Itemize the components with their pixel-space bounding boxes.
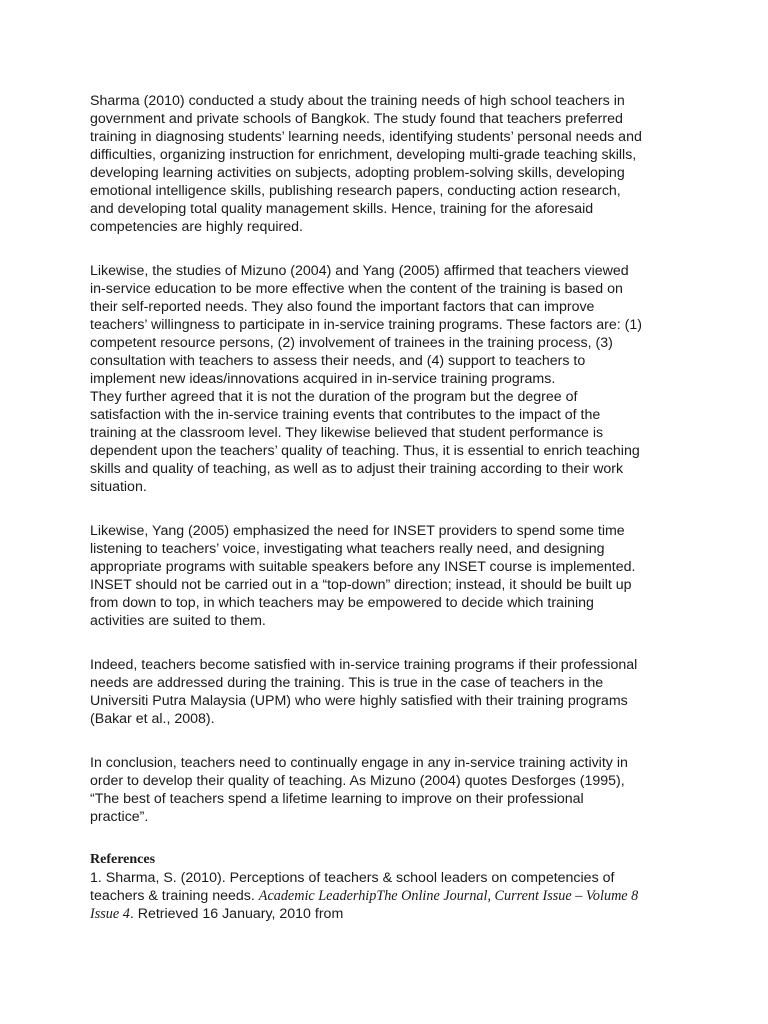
paragraph-sharma-study: Sharma (2010) conducted a study about the training needs of high school teachers in government and private schools of Bangkok. The study found that teachers preferred training in diagnosing students’ learning needs, identifying students’ personal needs and difficulties, organizing instruction for enrichment, developing multi-grade teaching skills, developing learning activities on subjects, adopting problem-solving skills, developing emotional intelligence skills, publishing research papers, conducting action research, and developing total quality management skills. Hence, training for the aforesaid competencies are highly required. <box>90 93 642 235</box>
document-page <box>90 92 690 923</box>
paragraph-conclusion: In conclusion, teachers need to continually engage in any in-service training activity in order to develop their quality of teaching. As Mizuno (2004) quotes Desforges (1995), “The best of teachers spend a lifetime learning to improve on their professional practice”. <box>90 755 628 825</box>
paragraph-mizuno-yang-studies: Likewise, the studies of Mizuno (2004) and Yang (2005) affirmed that teachers viewed in-service education to be more effective when the content of the training is based on their self-reported needs. They also found the important factors that can improve teachers’ willingness to participate in in-service training programs. These factors are: (1) competent resource persons, (2) involvement of trainees in the training process, (3) consultation with teachers to assess their needs, and (4) support to teachers to implement new ideas/innovations acquired in in-service training programs. <box>90 263 642 387</box>
paragraph-teacher-satisfaction: Indeed, teachers become satisfied with in-service training programs if their professional needs are addressed during the training. This is true in the case of teachers in the Universiti Putra Malaysia (UPM) who were highly satisfied with their training programs (Bakar et al., 2008). <box>90 657 638 727</box>
reference-item <box>90 869 690 923</box>
paragraph-duration-satisfaction: They further agreed that it is not the duration of the program but the degree of satisfaction with the in-service training events that contributes to the impact of the training at the classroom level. They likewise believed that student performance is dependent upon the teachers’ quality of teaching. Thus, it is essential to enrich teaching skills and quality of teaching, as well as to adjust their training according to their work situation. <box>90 389 640 495</box>
references-heading: References <box>90 852 156 867</box>
reference-journal-title: Academic LeaderhipThe Online Journal, Current Issue – Volume 8 Issue 4 <box>90 888 639 922</box>
reference-lead: 1. Sharma, S. (2010). Perceptions of teachers & school leaders on competencies of teachers & training needs. <box>90 870 615 904</box>
reference-tail: . Retrieved 16 January, 2010 from <box>129 906 344 922</box>
paragraph-inset-providers: Likewise, Yang (2005) emphasized the need for INSET providers to spend some time listening to teachers’ voice, investigating what teachers really need, and designing appropriate programs with suitable speakers before any INSET course is implemented. INSET should not be carried out in a “top-down” direction; instead, it should be built up from down to top, in which teachers may be empowered to decide which training activities are suited to them. <box>90 523 636 629</box>
